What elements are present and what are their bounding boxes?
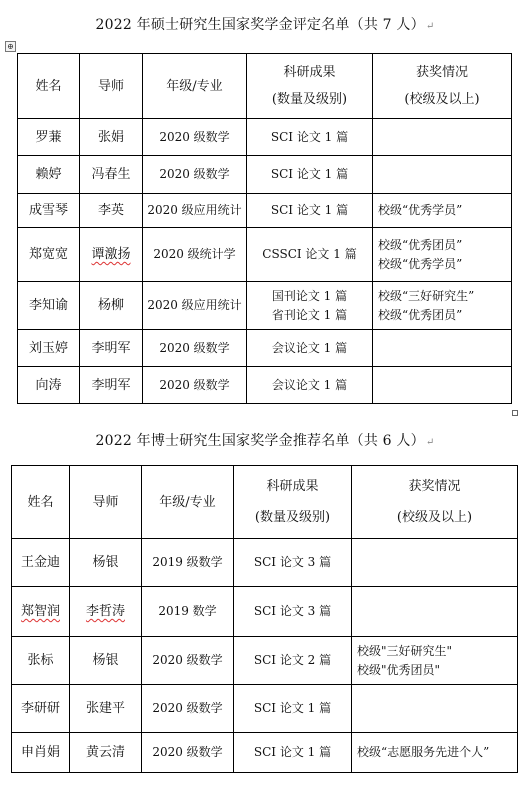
header-grade: 年级/专业 (143, 54, 247, 119)
header-awards: 获奖情况 (校级及以上) (352, 466, 518, 539)
table-row (12, 637, 518, 685)
doctor-table (11, 465, 518, 773)
advisor-name: 李哲涛 (70, 587, 142, 637)
student-name: 郑宽宽 (18, 228, 80, 282)
grade-major: 2019 数学 (142, 587, 234, 637)
grade-major: 2020 级数学 (143, 330, 247, 367)
awards-cell (352, 539, 518, 587)
awards-cell (352, 587, 518, 637)
master-table (17, 53, 512, 404)
research-output: 会议论文 1 篇 (247, 367, 373, 404)
table-row (12, 539, 518, 587)
awards-cell: 校级“优秀团员” 校级“优秀学员” (373, 228, 512, 282)
table-row (18, 194, 512, 228)
paragraph-mark-icon: ↵ (425, 437, 435, 448)
awards-cell (373, 156, 512, 194)
header-awards: 获奖情况 (校级及以上) (373, 54, 512, 119)
grade-major: 2020 级数学 (142, 733, 234, 773)
advisor-name: 张建平 (70, 685, 142, 733)
advisor-name: 张娟 (80, 119, 143, 156)
awards-cell (352, 685, 518, 733)
advisor-name: 冯春生 (80, 156, 143, 194)
master-title-text: 2022 年硕士研究生国家奖学金评定名单（共 7 人） (95, 17, 425, 33)
grade-major: 2020 级应用统计 (143, 282, 247, 330)
research-output: CSSCI 论文 1 篇 (247, 228, 373, 282)
advisor-name: 李明军 (80, 367, 143, 404)
advisor-name: 杨柳 (80, 282, 143, 330)
grade-major: 2020 级数学 (142, 685, 234, 733)
awards-cell: 校级“志愿服务先进个人” (352, 733, 518, 773)
student-name: 张标 (12, 637, 70, 685)
table-header-row (18, 54, 512, 119)
awards-cell: 校级“三好研究生” 校级“优秀团员” (373, 282, 512, 330)
research-output: SCI 论文 1 篇 (247, 156, 373, 194)
table-row (18, 282, 512, 330)
table-row (18, 156, 512, 194)
student-name: 李研研 (12, 685, 70, 733)
research-output: SCI 论文 2 篇 (234, 637, 352, 685)
header-name: 姓名 (12, 466, 70, 539)
student-name: 郑智润 (12, 587, 70, 637)
awards-cell: 校级“优秀学员” (373, 194, 512, 228)
table-row (12, 685, 518, 733)
advisor-name: 杨银 (70, 637, 142, 685)
table-move-handle-icon[interactable]: ⊕ (5, 41, 16, 52)
student-name: 成雪琴 (18, 194, 80, 228)
student-name: 刘玉婷 (18, 330, 80, 367)
research-output: SCI 论文 1 篇 (234, 733, 352, 773)
table-row (18, 330, 512, 367)
research-output: 会议论文 1 篇 (247, 330, 373, 367)
header-advisor: 导师 (80, 54, 143, 119)
research-output: SCI 论文 1 篇 (234, 685, 352, 733)
doctor-title (0, 430, 530, 450)
student-name: 赖婷 (18, 156, 80, 194)
master-title (0, 14, 530, 34)
table-row (18, 228, 512, 282)
table-resize-handle[interactable] (512, 410, 518, 416)
table-row (12, 587, 518, 637)
advisor-name: 李英 (80, 194, 143, 228)
header-research: 科研成果 (数量及级别) (247, 54, 373, 119)
paragraph-mark-icon: ↵ (425, 21, 435, 32)
advisor-name: 杨银 (70, 539, 142, 587)
grade-major: 2020 级数学 (143, 119, 247, 156)
awards-cell (373, 330, 512, 367)
header-advisor: 导师 (70, 466, 142, 539)
student-name: 李知谕 (18, 282, 80, 330)
advisor-name: 谭激扬 (80, 228, 143, 282)
doctor-title-text: 2022 年博士研究生国家奖学金推荐名单（共 6 人） (95, 433, 425, 449)
advisor-name: 黄云清 (70, 733, 142, 773)
student-name: 向涛 (18, 367, 80, 404)
table-header-row (12, 466, 518, 539)
grade-major: 2020 级数学 (143, 156, 247, 194)
grade-major: 2020 级数学 (143, 367, 247, 404)
research-output: 国刊论文 1 篇 省刊论文 1 篇 (247, 282, 373, 330)
grade-major: 2020 级数学 (142, 637, 234, 685)
header-research: 科研成果 (数量及级别) (234, 466, 352, 539)
student-name: 罗蒹 (18, 119, 80, 156)
grade-major: 2019 级数学 (142, 539, 234, 587)
research-output: SCI 论文 1 篇 (247, 119, 373, 156)
student-name: 申肖娟 (12, 733, 70, 773)
awards-cell: 校级"三好研究生" 校级"优秀团员" (352, 637, 518, 685)
awards-cell (373, 367, 512, 404)
awards-cell (373, 119, 512, 156)
research-output: SCI 论文 1 篇 (247, 194, 373, 228)
table-row (12, 733, 518, 773)
header-name: 姓名 (18, 54, 80, 119)
grade-major: 2020 级统计学 (143, 228, 247, 282)
table-row (18, 367, 512, 404)
research-output: SCI 论文 3 篇 (234, 587, 352, 637)
advisor-name: 李明军 (80, 330, 143, 367)
research-output: SCI 论文 3 篇 (234, 539, 352, 587)
grade-major: 2020 级应用统计 (143, 194, 247, 228)
table-row (18, 119, 512, 156)
student-name: 王金迪 (12, 539, 70, 587)
header-grade: 年级/专业 (142, 466, 234, 539)
